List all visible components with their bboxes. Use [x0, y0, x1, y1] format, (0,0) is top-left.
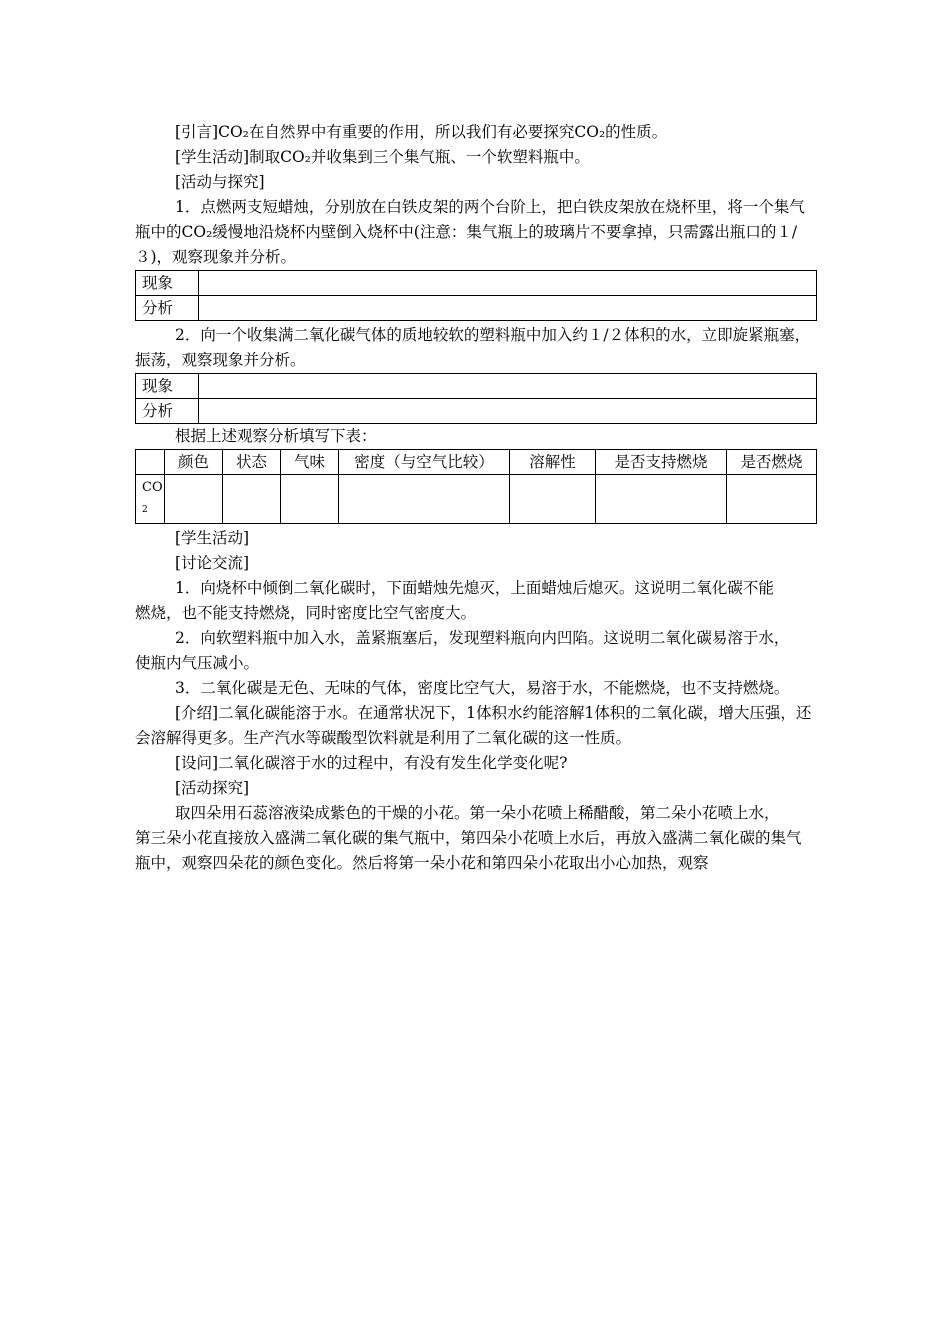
step-1-paragraph: 1．点燃两支短蜡烛，分别放在白铁皮架的两个台阶上，把白铁皮架放在烧杯里，将一个集气瓶中的CO₂缓慢地沿烧杯内壁倒入烧杯中(注意：集气瓶上的玻璃片不要拿掉，只需露出瓶口的１/３)，观察现象并分析。: [135, 198, 805, 266]
explore-heading: [活动与探究]: [175, 173, 265, 191]
step-2-paragraph: 2．向一个收集满二氧化碳气体的质地较软的塑料瓶中加入约１/２体积的水，立即旋紧瓶塞，振荡，观察现象并分析。: [135, 326, 811, 369]
table-cell-answer: [510, 475, 596, 524]
discussion-2-line-a: 2．向软塑料瓶中加入水，盖紧瓶塞后，发现塑料瓶向内凹陷。这说明二氧化碳易溶于水，: [175, 629, 790, 647]
co2-properties-table: [135, 449, 817, 524]
table-cell-answer: [199, 399, 817, 424]
table-header-supports-combustion: 是否支持燃烧: [596, 450, 727, 475]
discussion-3: 3．二氧化碳是无色、无味的气体，密度比空气大，易溶于水，不能燃烧，也不支持燃烧。: [175, 679, 790, 697]
introduction-paragraph: [介绍]二氧化碳能溶于水。在通常状况下，1体积水约能溶解1体积的二氧化碳，增大压强，还会溶解得更多。生产汽水等碳酸型饮料就是利用了二氧化碳的这一性质。: [135, 704, 812, 747]
discussion-2-line-b: 使瓶内气压减小。: [135, 654, 260, 672]
fill-table-intro: 根据上述观察分析填写下表：: [175, 427, 377, 445]
discussion-label: [讨论交流]: [175, 554, 250, 572]
flowers-line-b: 第三朵小花直接放入盛满二氧化碳的集气瓶中，第四朵小花喷上水后，再放入盛满二氧化碳的集气瓶中，观察四朵花的颜色变化。然后将第一朵小花和第四朵小花取出小心加热，观察: [135, 829, 802, 872]
table-header-combustible: 是否燃烧: [727, 450, 817, 475]
observation-table-2: [135, 373, 817, 424]
table-header-color: 颜色: [165, 450, 223, 475]
table-cell-answer: [596, 475, 727, 524]
table-cell-label: 现象: [136, 374, 199, 399]
table-row: [136, 296, 817, 321]
table-header-odor: 气味: [281, 450, 339, 475]
table-cell-label: 分析: [136, 296, 199, 321]
student-activity-heading: [学生活动]制取CO₂并收集到三个集气瓶、一个软塑料瓶中。: [175, 148, 590, 166]
co2-row-label: [136, 475, 165, 524]
co2-label-main: CO: [142, 480, 163, 495]
table-header-solubility: 溶解性: [510, 450, 596, 475]
explore-2-label: [活动探究]: [175, 779, 250, 797]
table-cell-answer: [199, 374, 817, 399]
discussion-1-line-b: 燃烧，也不能支持燃烧，同时密度比空气密度大。: [135, 604, 477, 622]
intro-paragraph: [引言]CO₂在自然界中有重要的作用，所以我们有必要探究CO₂的性质。: [175, 123, 668, 141]
flowers-line-a: 取四朵用石蕊溶液染成紫色的干燥的小花。第一朵小花喷上稀醋酸，第二朵小花喷上水，: [175, 804, 780, 822]
table-header-state: 状态: [223, 450, 281, 475]
table-row: [136, 374, 817, 399]
table-cell-answer: [199, 271, 817, 296]
table-row: [136, 475, 817, 524]
table-cell-answer: [223, 475, 281, 524]
table-cell-answer: [199, 296, 817, 321]
table-row: [136, 399, 817, 424]
table-cell-answer: [281, 475, 339, 524]
co2-label-subscript: 2: [142, 505, 148, 515]
table-header-row: [136, 450, 817, 475]
observation-table-1: [135, 270, 817, 321]
table-row: [136, 271, 817, 296]
document-page: [135, 120, 815, 876]
question-paragraph: [设问]二氧化碳溶于水的过程中，有没有发生化学变化呢?: [175, 754, 568, 772]
table-cell-answer: [727, 475, 817, 524]
discussion-1-line-a: 1．向烧杯中倾倒二氧化碳时，下面蜡烛先熄灭，上面蜡烛后熄灭。这说明二氧化碳不能: [175, 579, 774, 597]
table-cell-label: 分析: [136, 399, 199, 424]
table-cell-label: 现象: [136, 271, 199, 296]
table-cell-answer: [339, 475, 510, 524]
table-cell-answer: [165, 475, 223, 524]
table-header-empty: [136, 450, 165, 475]
student-activity-label: [学生活动]: [175, 529, 250, 547]
table-header-density: 密度（与空气比较）: [339, 450, 510, 475]
